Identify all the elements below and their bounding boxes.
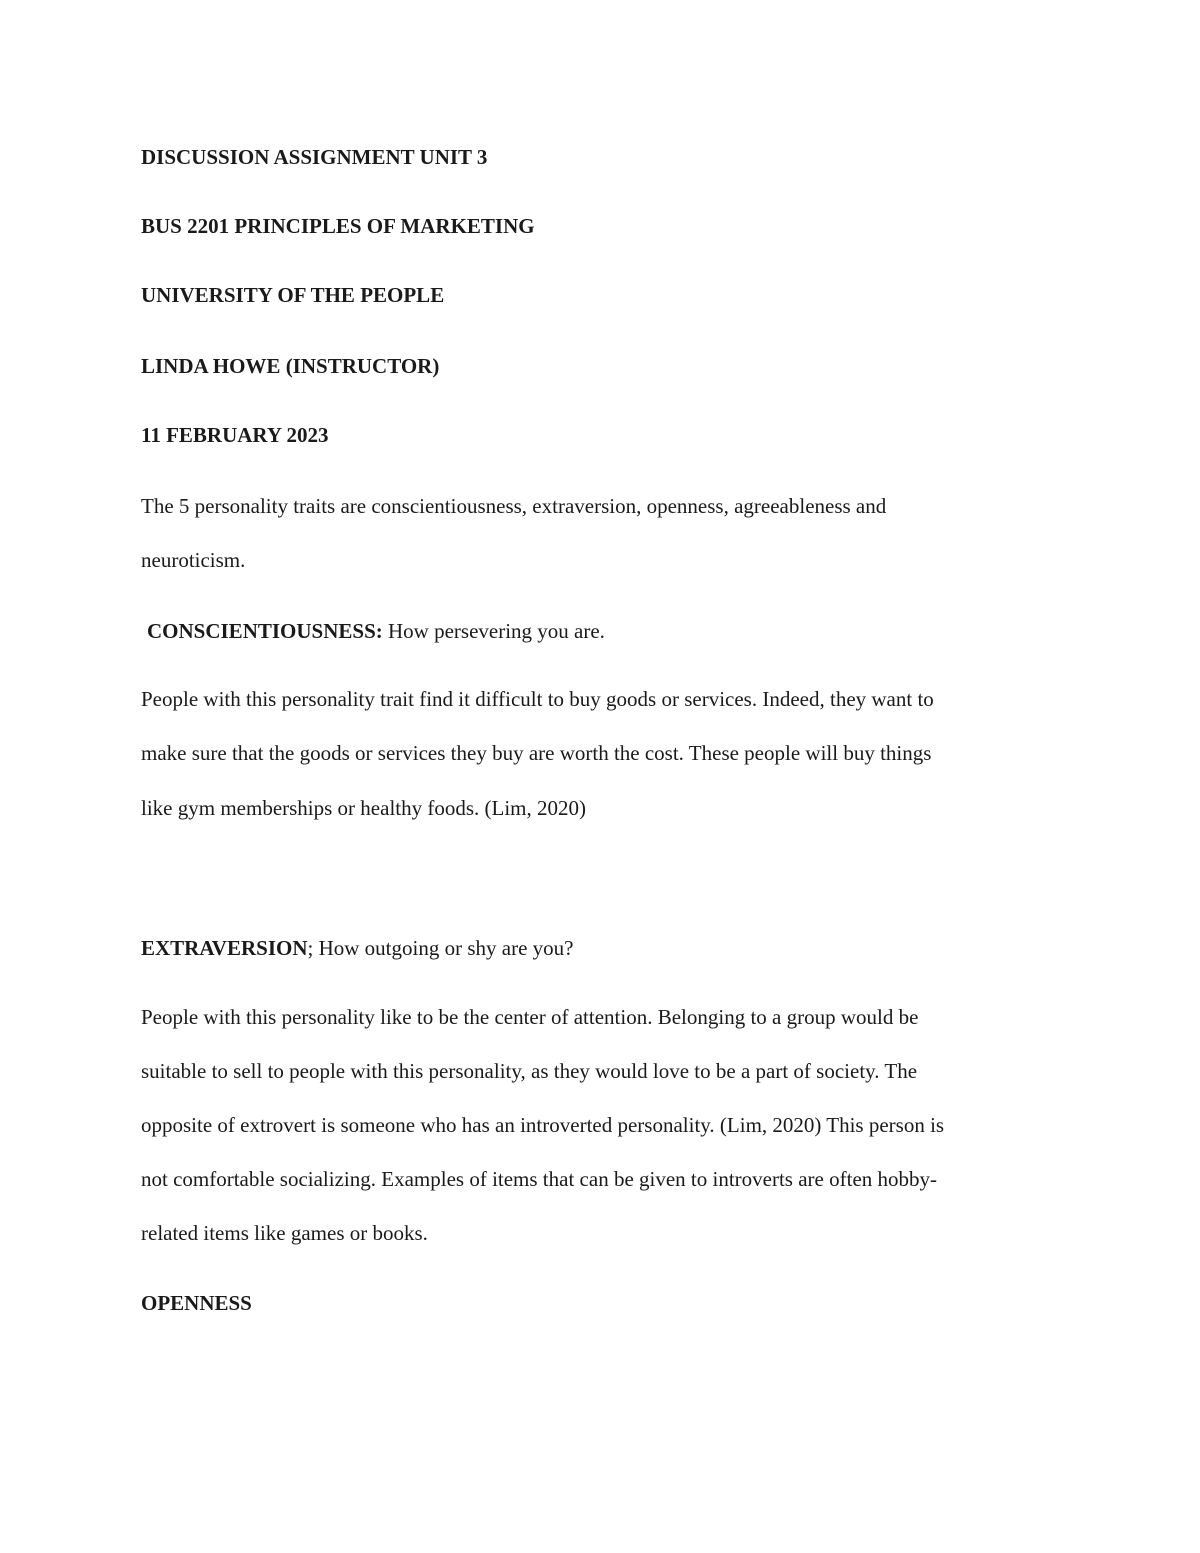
conscientiousness-line-1: People with this personality trait find it difficult to buy goods or services. Indeed, they want to bbox=[141, 687, 934, 711]
extraversion-line-5: related items like games or books. bbox=[141, 1221, 428, 1245]
intro-line-1: The 5 personality traits are conscientiousness, extraversion, openness, agreeableness and bbox=[141, 494, 887, 518]
university-name: UNIVERSITY OF THE PEOPLE bbox=[141, 283, 445, 307]
course-name: BUS 2201 PRINCIPLES OF MARKETING bbox=[141, 214, 535, 238]
extraversion-line-1: People with this personality like to be the center of attention. Belonging to a group would be bbox=[141, 1005, 919, 1029]
conscientiousness-subtitle: How persevering you are. bbox=[382, 619, 605, 643]
intro-line-2: neuroticism. bbox=[141, 548, 246, 572]
extraversion-line-3: opposite of extrovert is someone who has an introverted personality. (Lim, 2020) This person is bbox=[141, 1113, 945, 1137]
openness-heading: OPENNESS bbox=[141, 1291, 252, 1315]
assignment-date: 11 FEBRUARY 2023 bbox=[141, 423, 329, 447]
conscientiousness-heading-line bbox=[147, 617, 605, 645]
extraversion-heading-line bbox=[141, 934, 573, 962]
conscientiousness-line-2: make sure that the goods or services they buy are worth the cost. These people will buy things bbox=[141, 741, 932, 765]
instructor-name: LINDA HOWE (INSTRUCTOR) bbox=[141, 354, 440, 378]
assignment-title: DISCUSSION ASSIGNMENT UNIT 3 bbox=[141, 145, 488, 169]
extraversion-subtitle: ; How outgoing or shy are you? bbox=[307, 936, 574, 960]
extraversion-line-2: suitable to sell to people with this personality, as they would love to be a part of society. The bbox=[141, 1059, 918, 1083]
extraversion-heading: EXTRAVERSION bbox=[141, 936, 308, 960]
conscientiousness-line-3: like gym memberships or healthy foods. (Lim, 2020) bbox=[141, 796, 587, 820]
conscientiousness-heading: CONSCIENTIOUSNESS: bbox=[147, 619, 383, 643]
extraversion-line-4: not comfortable socializing. Examples of items that can be given to introverts are often hobby- bbox=[141, 1167, 938, 1191]
